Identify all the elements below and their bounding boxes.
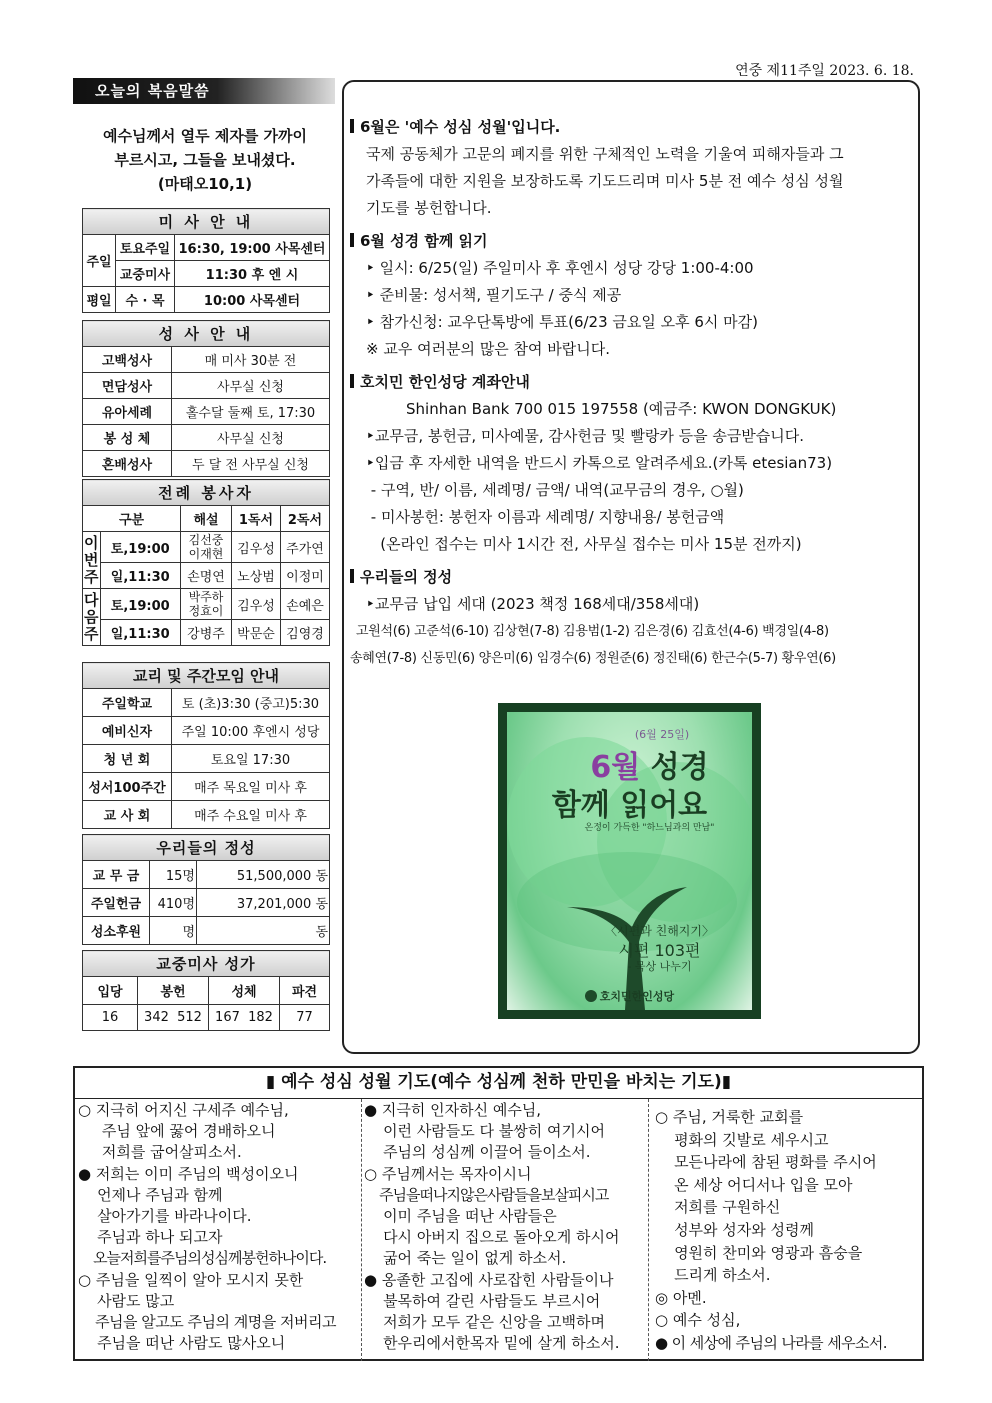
- servers-col: 구분: [83, 506, 181, 532]
- attendance-col: 파견: [280, 977, 330, 1005]
- server-reader1: 김우성: [232, 532, 281, 563]
- prayer-line: ○ 주님께서는 목자이시니: [364, 1164, 532, 1183]
- prayer-line: 사람도 많고: [78, 1291, 175, 1310]
- attendance-value: 77: [280, 1005, 330, 1031]
- sacrament-value: 두 달 전 사무실 신청: [172, 451, 330, 477]
- prayer-line: 한우리에서한목자 밑에 살게 하소서.: [364, 1334, 620, 1353]
- prayer-line: 불목하여 갈린 사람들도 부르시어: [364, 1291, 601, 1310]
- bank-account: Shinhan Bank 700 015 197558 (예금주: KWON DONGKUK): [406, 400, 837, 418]
- notice-line: (온라인 접수는 미사 1시간 전, 사무실 접수는 미사 15분 전까지): [366, 535, 802, 553]
- prayer-line: 이런 사람들도 다 불쌍히 여기시어: [364, 1122, 606, 1141]
- sacrament-value: 사무실 신청: [172, 425, 330, 451]
- gospel-text: [80, 124, 330, 196]
- notice-line: ‣ 준비물: 성서책, 필기도구 / 중식 제공: [366, 286, 622, 304]
- prayer-line: 주님과 하나 되고자: [78, 1228, 223, 1247]
- mass-row-value: 11:30 후 엔 시: [175, 261, 330, 287]
- column-divider: [648, 1099, 649, 1361]
- sacrament-key: 면담성사: [83, 373, 172, 399]
- prayer-line: ○ 예수 성심,: [655, 1311, 741, 1330]
- sunday-label: 주일: [83, 235, 116, 287]
- offering-count: 명: [150, 917, 197, 945]
- prayer-line: 영원히 찬미와 영광과 흠숭을: [655, 1243, 863, 1262]
- member-list: 송혜연(7-8) 신동민(6) 양은미(6) 임경수(6) 정원준(6) 정진태(6) 한근수(5-7) 황우연(6): [350, 651, 836, 666]
- notice-title-3: [350, 369, 916, 396]
- notice-line: 국제 공동체가 고문의 폐지를 위한 구체적인 노력을 기울여 피해자들과 그: [366, 145, 844, 163]
- servers-col: 해설: [181, 506, 232, 532]
- attendance-heading: 교중미사 성가: [83, 951, 330, 977]
- issue-date: 연중 제11주일 2023. 6. 18.: [735, 63, 914, 79]
- prayer-line: ◎ 아멘.: [655, 1288, 707, 1307]
- prayer-line: 다시 아버지 집으로 돌아오게 하시어: [364, 1228, 620, 1247]
- poster-subtitle: 온정이 가득한 "하느님과의 만남": [584, 823, 715, 833]
- sacrament-key: 유아세례: [83, 399, 172, 425]
- server-reader2: 주가연: [281, 532, 330, 563]
- notice-title-text: 6월 성경 함께 읽기: [360, 232, 488, 250]
- poster-title-1a: 6월: [590, 750, 641, 785]
- prayer-line: 주님을떠나지않은사람들을보살피시고: [364, 1185, 609, 1204]
- server-time: 일,11:30: [100, 563, 181, 589]
- notice-line: 기도를 봉헌합니다.: [366, 199, 492, 217]
- server-reader1: 노상범: [232, 563, 281, 589]
- prayer-line: ● 옹졸한 고집에 사로잡힌 사람들이나: [364, 1270, 614, 1289]
- offering-key: 교 무 금: [83, 861, 150, 889]
- catechism-key: 주일학교: [83, 689, 172, 717]
- notice-line: ‣ 참가신청: 교우단톡방에 투표(6/23 금요일 오후 6시 마감): [366, 313, 759, 331]
- catechism-key: 청 년 회: [83, 745, 172, 773]
- column-divider: [361, 1099, 362, 1361]
- prayer-line: 평화의 깃발로 세우시고: [655, 1130, 829, 1149]
- sacrament-value: 홀수달 둘째 토, 17:30: [172, 399, 330, 425]
- notice-title-2: [350, 228, 916, 255]
- prayer-line: ○ 지극히 어지신 구세주 예수님,: [78, 1101, 289, 1119]
- notice-line: 가족들에 대한 지원을 보장하도록 기도드리며 미사 5분 전 예수 성심 성월: [366, 172, 844, 190]
- prayer-line: 모든나라에 참된 평화를 주시어: [655, 1153, 877, 1172]
- mass-row-key: 수 · 목: [116, 287, 175, 313]
- notice-line: ※ 교우 여러분의 많은 참여 바랍니다.: [366, 340, 611, 358]
- prayer-line: ○ 주님, 거룩한 교회를: [655, 1108, 804, 1126]
- mass-schedule-table: [82, 208, 330, 313]
- this-week-label: 이번주: [83, 532, 101, 589]
- notice-line: ‣ 일시: 6/25(일) 주일미사 후 후엔시 성당 강당 1:00-4:00: [366, 259, 754, 277]
- section-marker: [350, 233, 354, 247]
- gospel-heading: 오늘의 복음말씀: [73, 78, 335, 104]
- prayer-column-1: [78, 1100, 360, 1354]
- attendance-value: 16: [83, 1005, 138, 1031]
- servers-col: 2독서: [281, 506, 330, 532]
- prayer-line: 주님을 떠난 사람도 많사오니: [78, 1334, 286, 1353]
- prayer-line: 오늘저희를주님의성심께봉헌하나이다.: [78, 1249, 327, 1268]
- gospel-line: 부르시고, 그들을 보내셨다.: [114, 151, 296, 169]
- member-list: 고원석(6) 고준석(6-10) 김상현(7-8) 김용범(1-2) 김은경(6) 김효선(4-6) 백경일(4-8): [356, 624, 829, 639]
- server-commentator: 박주하 정효이: [181, 589, 232, 620]
- bible-reading-poster: [498, 703, 761, 1019]
- notice-title-text: 6월은 '예수 성심 성월'입니다.: [360, 118, 561, 136]
- poster-image: [507, 712, 752, 1010]
- server-time: 일,11:30: [100, 620, 181, 646]
- notice-line: ‣교무금, 봉헌금, 미사예물, 감사헌금 및 빨랑카 등을 송금받습니다.: [366, 427, 805, 445]
- catechism-value: 매주 목요일 미사 후: [172, 773, 330, 801]
- prayer-line: 이미 주님을 떠난 사람들은: [364, 1207, 557, 1226]
- poster-title-2: 함께 읽어요: [551, 788, 708, 823]
- sacrament-heading: 성 사 안 내: [83, 321, 330, 347]
- sacrament-table: [82, 320, 330, 477]
- attendance-table: [82, 950, 330, 1031]
- catechism-value: 주일 10:00 후엔시 성당: [172, 717, 330, 745]
- servers-table: [82, 479, 330, 646]
- attendance-value: 167 182: [209, 1005, 280, 1031]
- attendance-value: 342 512: [138, 1005, 209, 1031]
- catechism-value: 매주 수요일 미사 후: [172, 801, 330, 829]
- poster-title-1b: 성경: [650, 750, 709, 785]
- notice-title-1: [350, 114, 916, 141]
- prayer-line: 저희를 구원하신: [655, 1198, 781, 1217]
- server-reader1: 김우성: [232, 589, 281, 620]
- server-reader2: 이정미: [281, 563, 330, 589]
- notice-section-4: [350, 564, 916, 672]
- prayer-line: ● 저희는 이미 주님의 백성이오니: [78, 1164, 299, 1183]
- notice-line: ‣교무금 납입 세대 (2023 책정 168세대/358세대): [366, 595, 700, 613]
- catechism-value: 토 (초)3:30 (중고)5:30: [172, 689, 330, 717]
- offering-key: 주일헌금: [83, 889, 150, 917]
- offering-count: 15명: [150, 861, 197, 889]
- poster-church: [507, 988, 752, 1004]
- section-marker: [350, 569, 354, 583]
- next-week-label: 다음주: [83, 589, 101, 646]
- prayer-line: ● 이 세상에 주님의 나라를 세우소서.: [655, 1333, 887, 1352]
- prayer-line: 주님 앞에 꿇어 경배하오니: [78, 1122, 276, 1141]
- server-reader1: 박문순: [232, 620, 281, 646]
- weekday-label: 평일: [83, 287, 116, 313]
- prayer-heading: ▮ 예수 성심 성월 기도(예수 성심께 천하 만민을 바치는 기도)▮: [73, 1066, 924, 1099]
- attendance-col: 성체: [209, 977, 280, 1005]
- gospel-line: (마태오10,1): [157, 175, 253, 193]
- attendance-col: 봉헌: [138, 977, 209, 1005]
- server-commentator: 강병주: [181, 620, 232, 646]
- prayer-line: 온 세상 어디서나 입을 모아: [655, 1175, 853, 1194]
- server-commentator: 김선중 이재현: [181, 532, 232, 563]
- notice-title-text: 우리들의 정성: [360, 568, 453, 586]
- prayer-line: 저희를 굽어살피소서.: [78, 1143, 242, 1162]
- catechism-key: 교 사 회: [83, 801, 172, 829]
- mass-row-value: 16:30, 19:00 사목센터: [175, 235, 330, 261]
- prayer-line: 주님을 알고도 주님의 계명을 저버리고: [78, 1313, 336, 1332]
- notice-section-3: [350, 369, 916, 558]
- prayer-line: ○ 주님을 일찍이 알아 모시지 못한: [78, 1270, 304, 1289]
- server-reader2: 손예은: [281, 589, 330, 620]
- catechism-key: 예비신자: [83, 717, 172, 745]
- mass-heading: 미 사 안 내: [83, 209, 330, 235]
- gospel-line: 예수님께서 열두 제자를 가까이: [102, 127, 308, 145]
- servers-col: 1독서: [232, 506, 281, 532]
- prayer-line: 저희가 모두 같은 신앙을 고백하며: [364, 1313, 606, 1332]
- prayer-line: 살아가기를 바라나이다.: [78, 1207, 252, 1226]
- church-logo-icon: [585, 990, 597, 1002]
- prayer-line: ● 지극히 인자하신 예수님,: [364, 1101, 542, 1119]
- prayer-line: 굶어 죽는 일이 없게 하소서.: [364, 1249, 567, 1268]
- offering-table: [82, 834, 330, 945]
- notice-line: - 미사봉헌: 봉헌자 이름과 세례명/ 지향내용/ 봉헌금액: [366, 508, 725, 526]
- notice-section-1: [350, 114, 916, 222]
- offering-key: 성소후원: [83, 917, 150, 945]
- poster-psalm-sub: - 묵상 나누기: [627, 960, 692, 973]
- poster-psalm-heading: 〈시편과 친해지기〉: [605, 924, 714, 938]
- offering-amount: 51,500,000 동: [197, 861, 330, 889]
- sacrament-value: 사무실 신청: [172, 373, 330, 399]
- offering-amount: 37,201,000 동: [197, 889, 330, 917]
- notice-section-2: [350, 228, 916, 363]
- offering-amount: 동: [197, 917, 330, 945]
- server-time: 토,19:00: [100, 589, 181, 620]
- sacrament-key: 봉 성 체: [83, 425, 172, 451]
- prayer-line: 드리게 하소서.: [655, 1266, 771, 1285]
- offering-count: 410명: [150, 889, 197, 917]
- poster-church-name: 호치민한인성당: [599, 990, 675, 1003]
- server-commentator: 손명연: [181, 563, 232, 589]
- notice-title-text: 호치민 한인성당 계좌안내: [360, 373, 530, 391]
- server-time: 토,19:00: [100, 532, 181, 563]
- prayer-line: 언제나 주님과 함께: [78, 1185, 223, 1204]
- attendance-col: 입당: [83, 977, 138, 1005]
- sacrament-value: 매 미사 30분 전: [172, 347, 330, 373]
- server-reader2: 김영경: [281, 620, 330, 646]
- prayer-line: 주님의 성심께 이끌어 들이소서.: [364, 1143, 591, 1162]
- notice-line: - 구역, 반/ 이름, 세례명/ 금액/ 내역(교무금의 경우, ○월): [366, 481, 744, 499]
- mass-row-value: 10:00 사목센터: [175, 287, 330, 313]
- section-marker: [350, 119, 354, 133]
- mass-row-key: 교중미사: [116, 261, 175, 287]
- poster-date: (6월 25일): [634, 728, 690, 741]
- catechism-heading: 교리 및 주간모임 안내: [83, 663, 330, 689]
- catechism-table: [82, 662, 330, 829]
- prayer-column-3: [655, 1106, 921, 1355]
- mass-row-key: 토요주일: [116, 235, 175, 261]
- catechism-key: 성서100주간: [83, 773, 172, 801]
- catechism-value: 토요일 17:30: [172, 745, 330, 773]
- poster-psalm-title: 시편 103편: [618, 941, 701, 960]
- offering-heading: 우리들의 정성: [83, 835, 330, 861]
- section-marker: [350, 374, 354, 388]
- notice-line: ‣입금 후 자세한 내역을 반드시 카톡으로 알려주세요.(카톡 etesian73): [366, 454, 833, 472]
- notice-title-4: [350, 564, 916, 591]
- sacrament-key: 고백성사: [83, 347, 172, 373]
- prayer-line: 성부와 성자와 성령께: [655, 1220, 815, 1239]
- servers-heading: 전례 봉사자: [83, 480, 330, 506]
- sacrament-key: 혼배성사: [83, 451, 172, 477]
- prayer-column-2: [364, 1100, 646, 1354]
